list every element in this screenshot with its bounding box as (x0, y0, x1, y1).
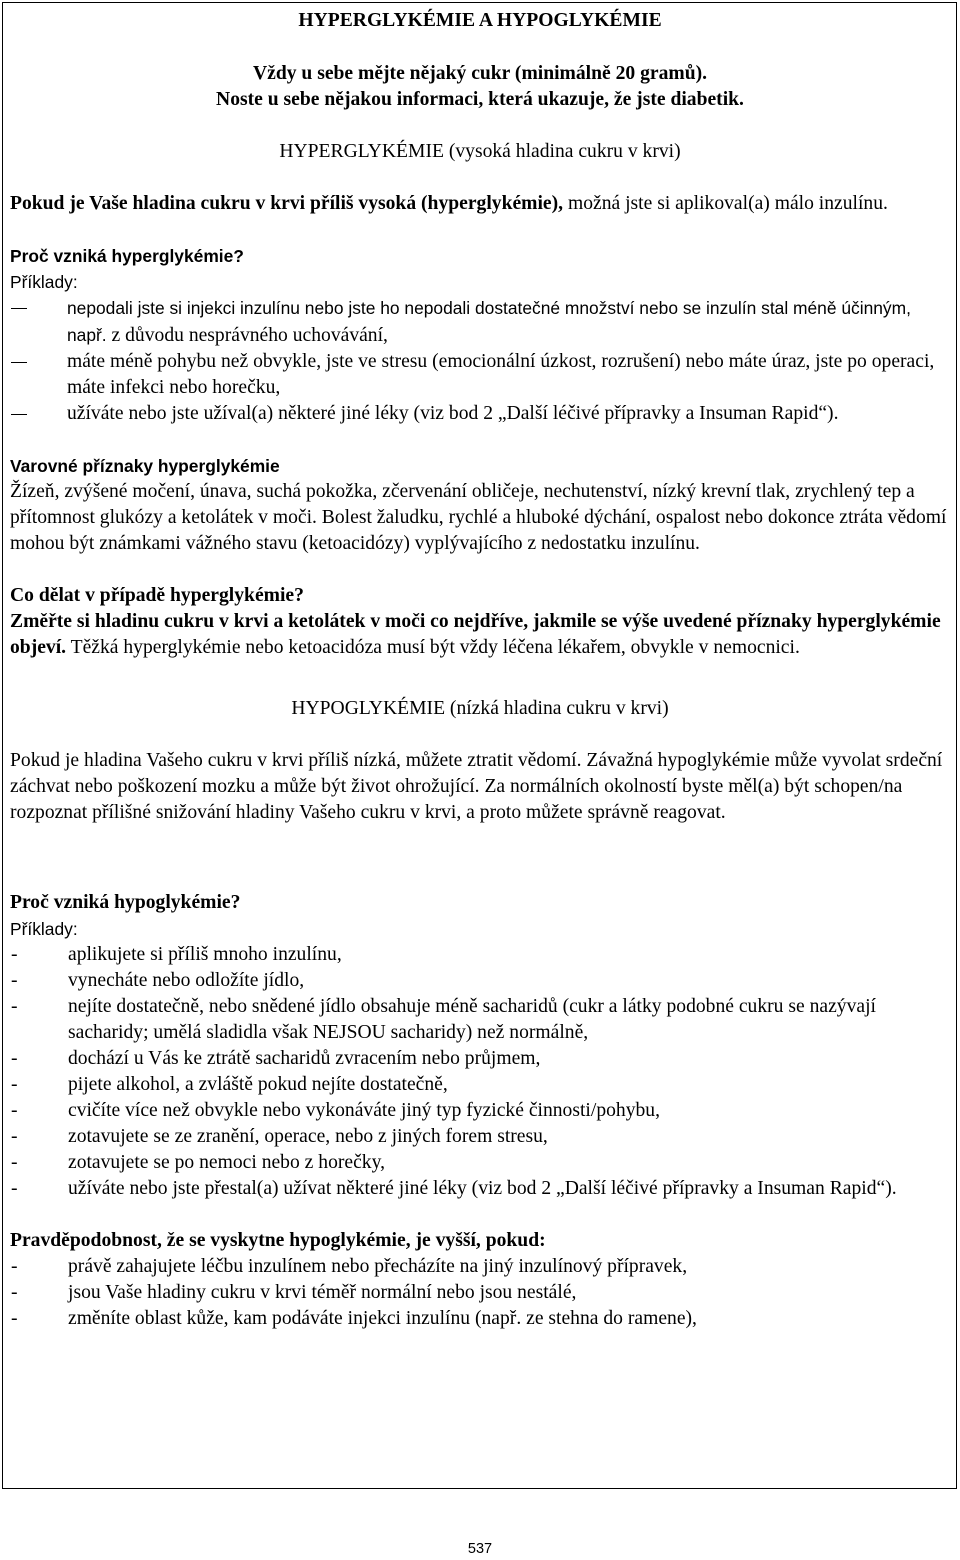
hyper-heading: HYPERGLYKÉMIE (vysoká hladina cukru v krvi) (279, 141, 681, 162)
list-item: - právě zahajujete léčbu inzulínem nebo přecházíte na jiný inzulínový přípravek, (11, 1256, 688, 1277)
list-item: - cvičíte více než obvykle nebo vykonáváte jiný typ fyzické činnosti/pohybu, (11, 1100, 660, 1121)
list-item: - změníte oblast kůže, kam podáváte injekci inzulínu (např. ze stehna do ramene), (11, 1308, 697, 1329)
list-item: nepodali jste si injekci inzulínu nebo jste ho nepodali dostatečné množství nebo se inzulín stal méně účinným, např. z důvodu nesprávného uchovávání, (10, 295, 950, 349)
hyper-examples-label: Příklady: (10, 272, 78, 292)
hyper-warning-text: Žízeň, zvýšené močení, únava, suchá pokožka, zčervenání obličeje, nechutenství, nízký krevní tlak, zrychlený tep a přítomnost glukózy a ketolátek v moči. Bolest žaludku, rychlé a hluboké dýchání, ospalost nebo dokonce ztráta vědomí mohou být známkami vážného stavu (ketoacidózy) vyplývajícího z nedostatku inzulínu. (10, 481, 947, 554)
intro-line-2: Noste u sebe nějakou informaci, která ukazuje, že jste diabetik. (216, 89, 744, 110)
hyper-todo-heading: Co dělat v případě hyperglykémie? (10, 585, 304, 606)
intro-line-1: Vždy u sebe mějte nějaký cukr (minimálně 20 gramů). (252, 63, 708, 84)
list-item: - aplikujete si příliš mnoho inzulínu, (11, 944, 342, 965)
list-item: máte méně pohybu než obvykle, jste ve stresu (emocionální úzkost, rozrušení) nebo máte úraz, jste po operaci, máte infekci nebo horečku, (10, 349, 950, 401)
hypo-likely-heading: Pravděpodobnost, že se vyskytne hypoglykémie, je vyšší, pokud: (10, 1230, 546, 1251)
hypo-intro: Pokud je hladina Vašeho cukru v krvi příliš nízká, můžete ztratit vědomí. Závažná hypoglykémie může vyvolat srdeční záchvat nebo poškození mozku a může být život ohrožující. Za normálních okolností byste měl(a) být schopen/na rozpoznat přílišné snižování hladiny Vašeho cukru v krvi, a proto můžete správně reagovat. (10, 750, 943, 823)
hypo-why-heading: Proč vzniká hypoglykémie? (10, 892, 241, 913)
hypo-examples-label: Příklady: (10, 919, 78, 939)
dash-bullet-icon (10, 401, 67, 427)
dash-bullet-icon (10, 349, 67, 401)
document-frame (2, 2, 957, 1489)
list-item: - zotavujete se po nemoci nebo z horečky, (11, 1152, 386, 1173)
hyper-intro: Pokud je Vaše hladina cukru v krvi příliš vysoká (hyperglykémie), možná jste si aplikoval(a) málo inzulínu. (10, 193, 888, 214)
list-item: - jsou Vaše hladiny cukru v krvi téměř normální nebo jsou nestálé, (11, 1282, 577, 1303)
list-item: - pijete alkohol, a zvláště pokud nejíte dostatečně, (11, 1074, 448, 1095)
list-item: - užíváte nebo jste přestal(a) užívat některé jiné léky (viz bod 2 „Další léčivé přípravky a Insuman Rapid“). (11, 1178, 897, 1199)
hyper-todo-text: Změřte si hladinu cukru v krvi a ketolátek v moči co nejdříve, jakmile se výše uvedené příznaky hyperglykémie objeví. Těžká hyperglykémie nebo ketoacidóza musí být vždy léčena lékařem, obvykle v nemocnici. (10, 611, 941, 658)
hyper-warning-heading: Varovné příznaky hyperglykémie (10, 456, 280, 476)
dash-bullet-icon (10, 295, 67, 349)
page-number: 537 (467, 1541, 493, 1557)
list-item: - vynecháte nebo odložíte jídlo, (11, 970, 305, 991)
list-item: - dochází u Vás ke ztrátě sacharidů zvracením nebo průjmem, (11, 1048, 541, 1069)
hyper-why-heading: Proč vzniká hyperglykémie? (10, 246, 244, 266)
page-title: HYPERGLYKÉMIE A HYPOGLYKÉMIE (298, 10, 662, 31)
list-item: užíváte nebo jste užíval(a) některé jiné léky (viz bod 2 „Další léčivé přípravky a Insuman Rapid“). (10, 401, 950, 427)
list-item: - zotavujete se ze zranění, operace, nebo z jiných forem stresu, (11, 1126, 548, 1147)
hypo-heading: HYPOGLYKÉMIE (nízká hladina cukru v krvi) (291, 698, 669, 719)
list-item: - nejíte dostatečně, nebo snědené jídlo obsahuje méně sacharidů (cukr a látky podobné cukru se nazývají sacharidy; umělá sladidla však NEJSOU sacharidy) než normálně, (11, 996, 876, 1043)
